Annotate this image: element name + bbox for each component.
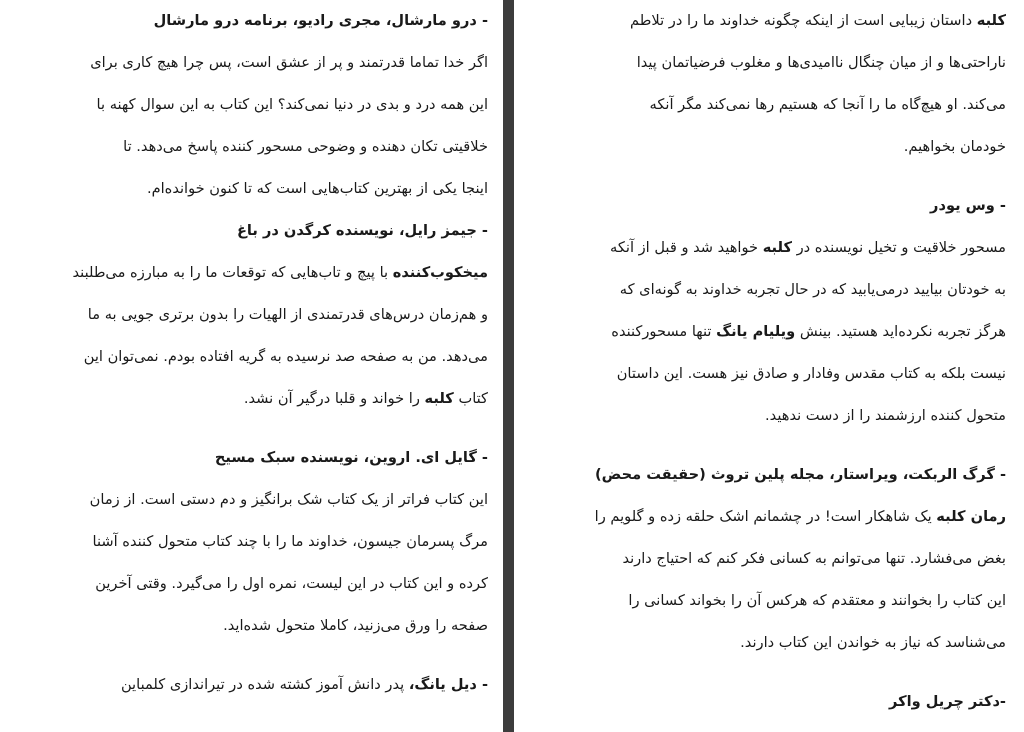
text-span: پدر دانش آموز کشته شده در تیراندازی کلمباین: [120, 676, 409, 693]
spacer: [14, 420, 488, 437]
paragraph-line: متحول کننده ارزشمند را از دست ندهید.: [765, 407, 1006, 424]
book-title: کلبه: [762, 239, 792, 256]
paragraph-line: این کتاب را بخوانند و معتقدم که هرکس آن را بخواند کسانی را: [628, 592, 1006, 609]
left-page: [14, 0, 488, 732]
attribution: - وس یودر: [930, 197, 1006, 214]
paragraph: [540, 0, 1006, 42]
attribution: - گرگ الربکت، ویراستار، مجله پلین تروث (حقیقت محض): [594, 466, 1006, 483]
paragraph: [540, 311, 1006, 353]
text-span: کتاب: [453, 390, 488, 407]
text-span: مسحور خلاقیت و تخیل نویسنده در: [791, 239, 1006, 256]
book-title: کلبه: [976, 12, 1006, 29]
attribution: - گایل ای. اروین، نویسنده سبک مسیح: [214, 449, 488, 466]
paragraph-line: ناراحتی‌ها و از میان چنگال ناامیدی‌ها و مغلوب فرضیاتمان پیدا: [636, 54, 1006, 71]
spacer: [540, 437, 1006, 454]
text-span: هرگز تجربه نکرده‌اید هستید. بینش: [795, 323, 1006, 340]
book-title: رمان کلبه: [936, 508, 1006, 525]
paragraph: [14, 252, 488, 294]
paragraph-line: اینجا یکی از بهترین کتاب‌هایی است که تا کنون خوانده‌ام.: [146, 180, 488, 197]
paragraph-line: می‌شناسد که نیاز به خواندن این کتاب دارند.: [740, 634, 1006, 651]
emphasis: میخکوب‌کننده: [392, 264, 488, 281]
text-span: با پیچ و تاب‌هایی که توقعات ما را به مبارزه می‌طلبند: [72, 264, 393, 281]
spacer: [14, 647, 488, 664]
book-gutter: [503, 0, 514, 732]
attribution: -دکتر چریل واکر: [889, 693, 1006, 710]
paragraph-line: بغض می‌فشارد. تنها می‌توانم به کسانی فکر کنم که احتیاج دارند: [622, 550, 1006, 567]
paragraph: [540, 496, 1006, 538]
paragraph: [540, 227, 1006, 269]
paragraph-line: این همه درد و بدی در دنیا نمی‌کند؟ این کتاب به این سوال کهنه با: [96, 96, 488, 113]
paragraph-line: و هم‌زمان درس‌های قدرتمندی از الهیات را بدون برتری جویی به ما: [87, 306, 488, 323]
paragraph-line: صفحه را ورق می‌زنید، کاملا متحول شده‌اید.: [223, 617, 488, 634]
paragraph-line: مرگ پسرمان جیسون، خداوند ما را با چند کتاب متحول کننده آشنا: [92, 533, 488, 550]
spacer: [540, 168, 1006, 185]
attribution: - جیمز رایل، نویسنده کرگدن در باغ: [236, 222, 488, 239]
text-span: خواهید شد و قبل از آنکه: [610, 239, 763, 256]
paragraph: [14, 664, 488, 706]
text-span: داستان زیبایی است از اینکه چگونه خداوند ما را در تلاطم: [630, 12, 977, 29]
paragraph-line: اگر خدا تماما قدرتمند و پر از عشق است، پس چرا هیچ کاری برای: [90, 54, 488, 71]
book-title: کلبه: [424, 390, 454, 407]
paragraph-line: به خودتان بیایید درمی‌یابید که در حال تجربه خداوند به گونه‌ای که: [619, 281, 1006, 298]
paragraph: [14, 378, 488, 420]
attribution: - دیل یانگ،: [408, 676, 488, 693]
attribution: - درو مارشال، مجری رادیو، برنامه درو مارشال: [153, 12, 488, 29]
text-span: را خواند و قلبا درگیر آن نشد.: [243, 390, 425, 407]
right-page: [540, 0, 1006, 732]
paragraph-line: خلاقیتی تکان دهنده و وضوحی مسحور کننده پاسخ می‌دهد. تا: [123, 138, 488, 155]
paragraph-line: می‌دهد. من به صفحه صد نرسیده به گریه افتاده بودم. نمی‌توان این: [83, 348, 488, 365]
paragraph-line: کرده و این کتاب در این لیست، نمره اول را می‌گیرد. وقتی آخرین: [95, 575, 488, 592]
text-span: یک شاهکار است! در چشمانم اشک حلقه زده و گلویم را: [594, 508, 937, 525]
paragraph-line: این کتاب فراتر از یک کتاب شک برانگیز و دم دستی است. از زمان: [89, 491, 488, 508]
author-name: ویلیام یانگ: [716, 323, 796, 340]
spacer: [540, 664, 1006, 681]
paragraph-line: خودمان بخواهیم.: [903, 138, 1006, 155]
paragraph-line: نیست بلکه به کتاب مقدس وفادار و صادق نیز هست. این داستان: [616, 365, 1006, 382]
text-span: تنها مسحورکننده: [611, 323, 717, 340]
paragraph-line: می‌کند. او هیچ‌گاه ما را آنجا که هستیم رها نمی‌کند مگر آنکه: [649, 96, 1006, 113]
